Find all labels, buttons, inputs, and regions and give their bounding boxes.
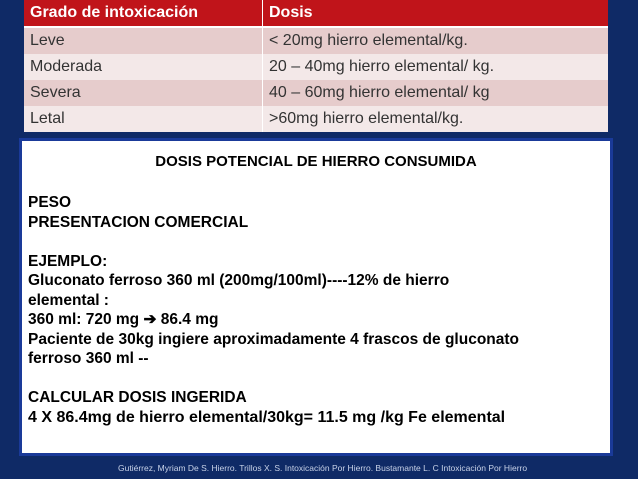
- cell-grado: Letal: [24, 106, 263, 132]
- gluconato-line-1: Gluconato ferroso 360 ml (200mg/100ml)----12% de hierro: [28, 272, 450, 289]
- spacer: [28, 232, 519, 252]
- panel-body: [28, 193, 519, 427]
- panel-title: DOSIS POTENCIAL DE HIERRO CONSUMIDA: [155, 153, 477, 170]
- cell-dosis: >60mg hierro elemental/kg.: [263, 106, 609, 132]
- cell-grado: Leve: [24, 27, 263, 54]
- info-panel: [19, 138, 613, 456]
- cell-grado: Moderada: [24, 54, 263, 80]
- table-row: [24, 27, 608, 54]
- cell-dosis: 20 – 40mg hierro elemental/ kg.: [263, 54, 609, 80]
- spacer: [28, 369, 519, 389]
- ejemplo-line: EJEMPLO:: [28, 252, 108, 270]
- table-row: [24, 80, 608, 106]
- peso-line: PESO: [28, 194, 72, 211]
- footer-citation: Gutiérrez, Myriam De S. Hierro. Trillos X. S. Intoxicación Por Hierro. Bustamante L. C Intoxicación Por Hierro: [118, 463, 528, 473]
- paciente-line-1: Paciente de 30kg ingiere aproximadamente 4 frascos de gluconato: [28, 330, 520, 348]
- presentacion-line: PRESENTACION COMERCIAL: [28, 213, 249, 231]
- calcular-line: CALCULAR DOSIS INGERIDA: [28, 389, 247, 406]
- cell-dosis: 40 – 60mg hierro elemental/ kg: [263, 80, 609, 106]
- arrow-right-icon: ➔: [143, 311, 157, 328]
- table-row: [24, 106, 608, 132]
- dose-table: [24, 0, 608, 132]
- cell-dosis: < 20mg hierro elemental/kg.: [263, 27, 609, 54]
- header-grado: Grado de intoxicación: [24, 0, 263, 27]
- conversion-left: 360 ml: 720 mg: [28, 311, 144, 328]
- header-dosis: Dosis: [263, 0, 609, 27]
- formula-line: 4 X 86.4mg de hierro elemental/30kg= 11.5 mg /kg Fe elemental: [28, 408, 506, 426]
- conversion-line: [28, 310, 519, 330]
- paciente-line-2: ferroso 360 ml --: [28, 350, 149, 367]
- table-row: [24, 54, 608, 80]
- table-header-row: [24, 0, 608, 27]
- cell-grado: Severa: [24, 80, 263, 106]
- conversion-right: 86.4 mg: [156, 311, 219, 328]
- gluconato-line-2: elemental :: [28, 291, 109, 309]
